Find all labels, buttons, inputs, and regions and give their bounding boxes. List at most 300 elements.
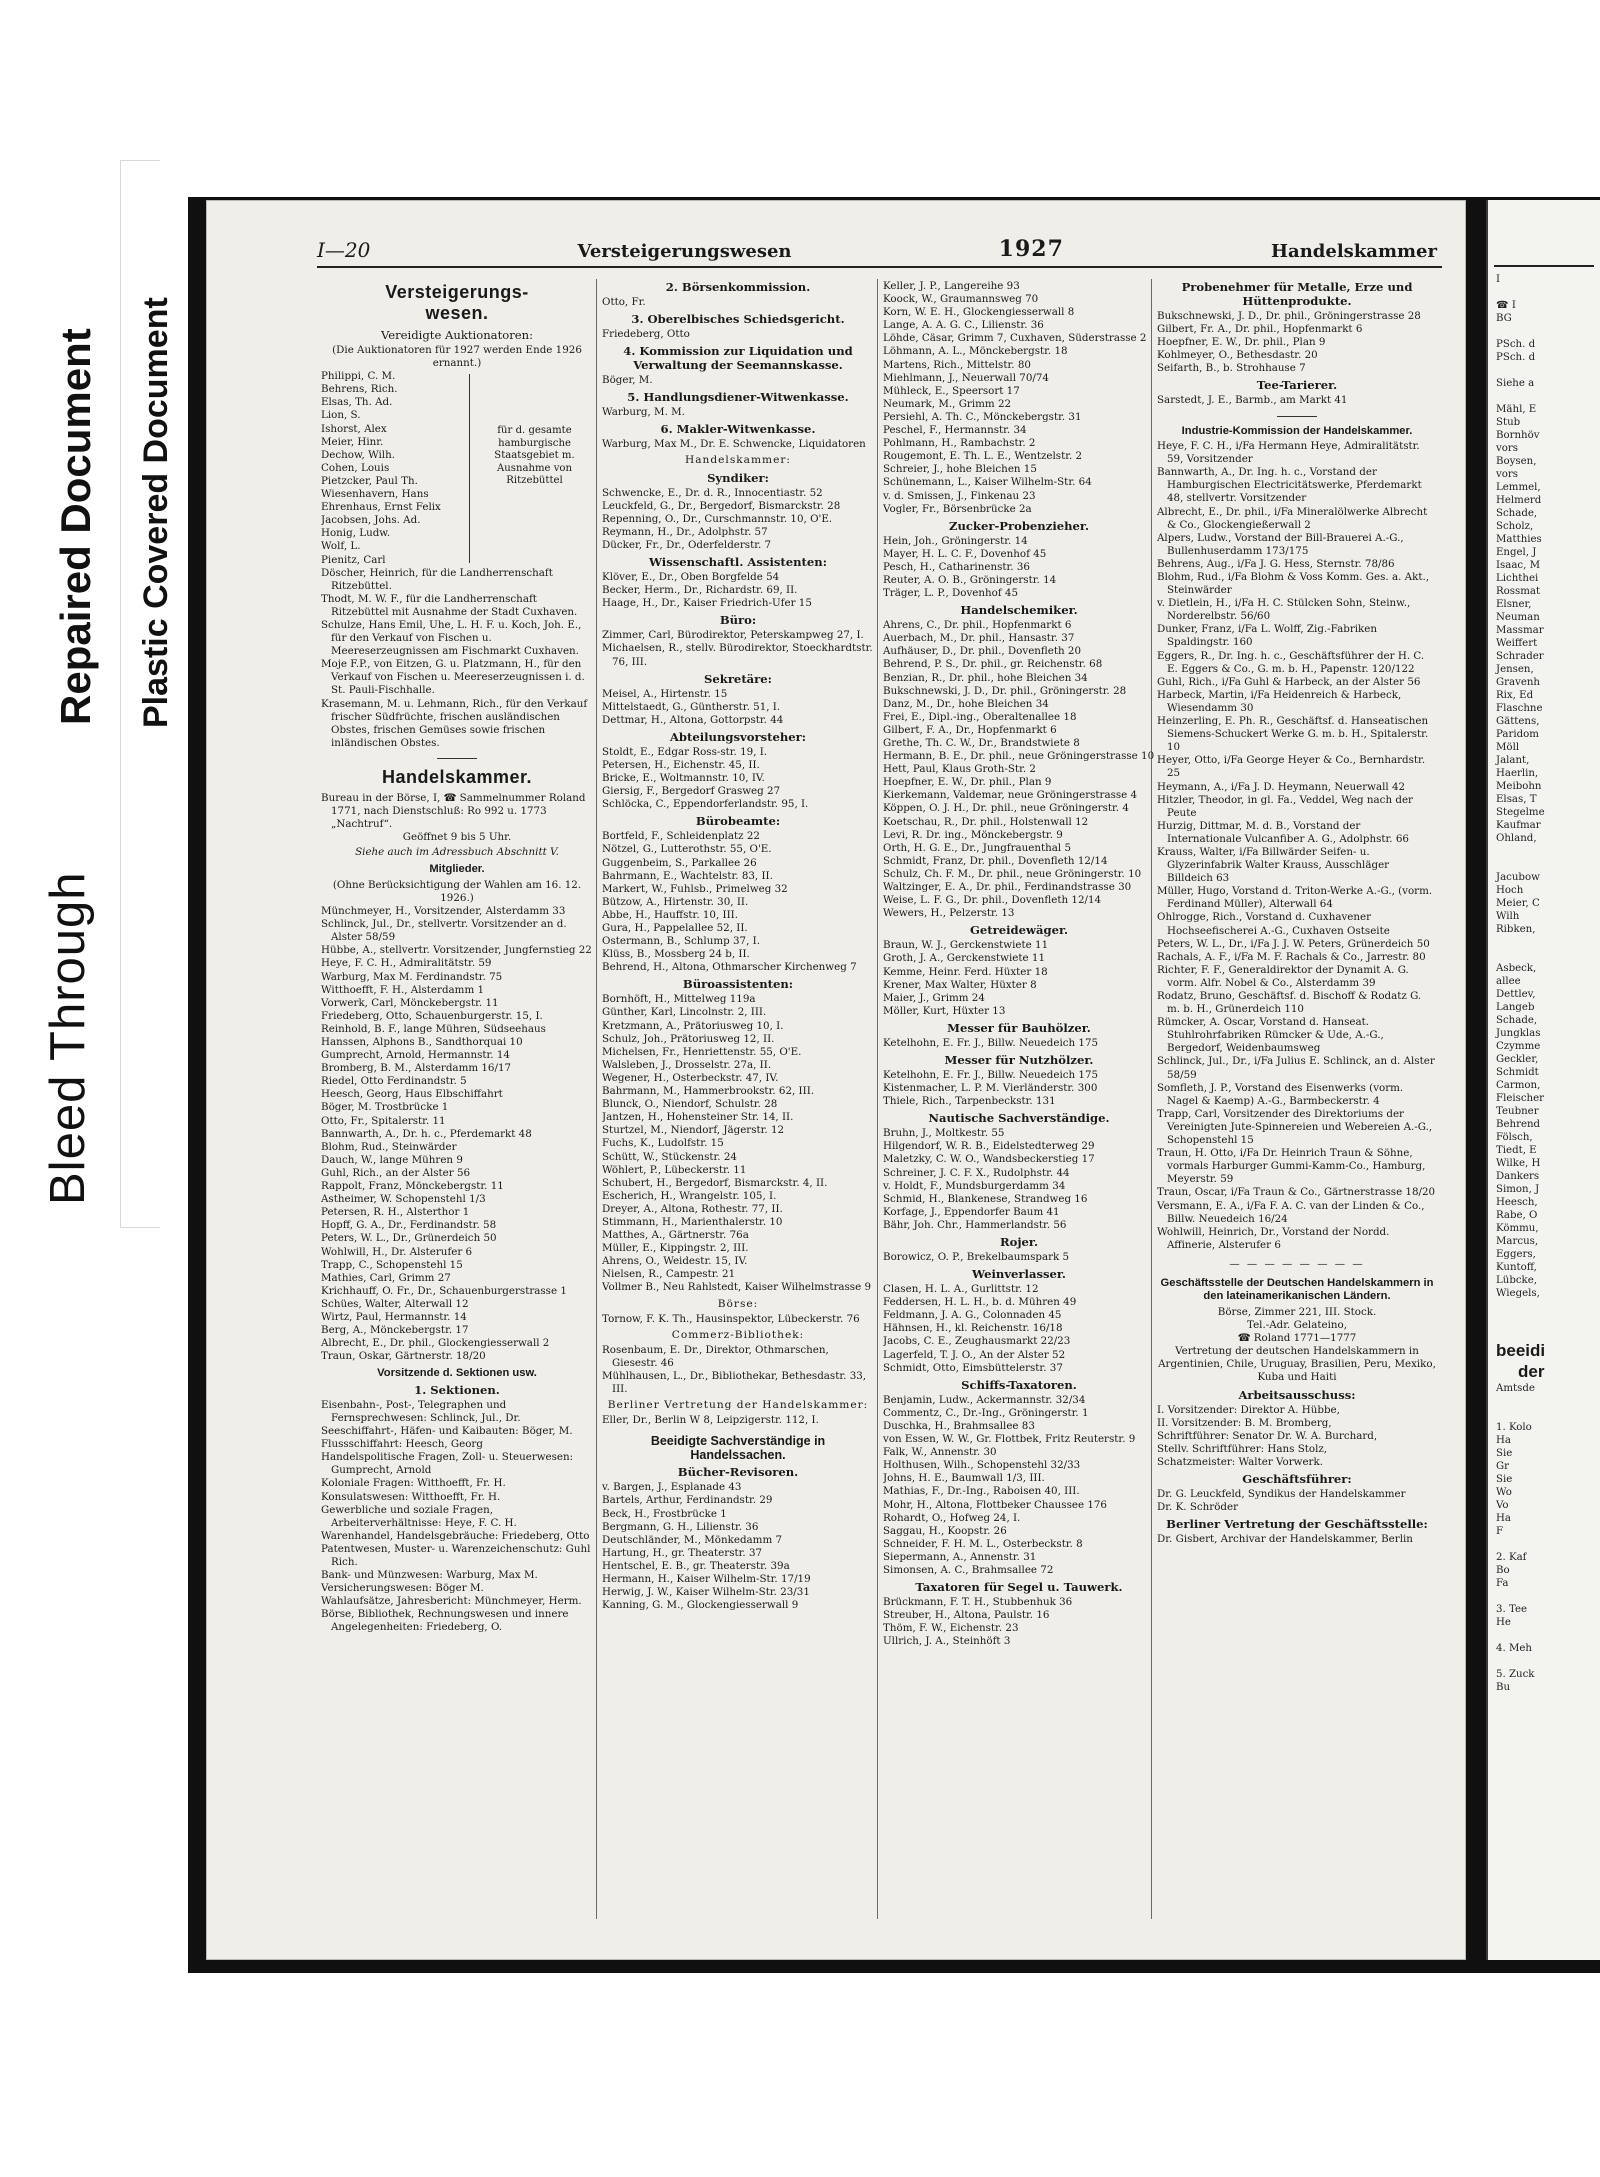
list-item: Koloniale Fragen: Witthoefft, Fr. H.	[321, 1477, 506, 1490]
list-item: Albrecht, E., Dr. phil., Glockengiesserwall 2	[321, 1337, 550, 1350]
adjacent-line: PSch. d	[1496, 339, 1536, 350]
adjacent-line: I	[1496, 274, 1501, 285]
list-item: Löhmann, A. L., Mönckebergstr. 18	[883, 345, 1068, 358]
adjacent-line: Gravenh	[1496, 677, 1540, 688]
syndiker-list	[602, 487, 874, 552]
list-item: Rougemont, E. Th. L. E., Wentzelstr. 2	[883, 450, 1083, 463]
adjacent-line: Elsner,	[1496, 599, 1532, 610]
list-item: Köppen, O. J. H., Dr. phil., neue Gröningerstr. 4	[883, 802, 1129, 815]
list-item: Repenning, O., Dr., Curschmannstr. 10, O'E.	[602, 512, 833, 525]
list-item: Thiele, Rich., Tarpenbeckstr. 131	[883, 1095, 1056, 1108]
list-item: Albrecht, E., Dr. phil., i/Fa Mineralölwerke Albrecht & Co., Glockengießerwall 2	[1157, 505, 1428, 531]
auktionator-name: Pietzcker, Paul Th.	[321, 474, 418, 487]
auktionator-name: Jacobsen, Johs. Ad.	[321, 514, 421, 527]
list-item: Hentschel, E. B., gr. Theaterstr. 39a	[602, 1559, 790, 1572]
list-item: Dr. K. Schröder	[1157, 1501, 1239, 1514]
list-item: Behrend, H., Altona, Othmarscher Kirchenweg 7	[602, 961, 857, 974]
list-item: Reinhold, B. F., lange Mühren, Südseehaus	[321, 1022, 546, 1035]
sections-list	[321, 1399, 593, 1635]
list-item: Eisenbahn-, Post-, Telegraphen und Fernsprechwesen: Schlinck, Jul., Dr.	[321, 1398, 521, 1424]
heading-industrie-kommission: Industrie-Kommission der Handelskammer.	[1181, 424, 1413, 437]
buerobeamte-list	[602, 830, 874, 974]
adjacent-line: Amtsde	[1496, 1383, 1535, 1394]
adjacent-page-fragment	[1486, 200, 1600, 1960]
list-item: Schlinck, Jul., Dr., i/Fa Julius E. Schlinck, an d. Alster 58/59	[1157, 1055, 1435, 1081]
adjacent-line: Jalant,	[1496, 755, 1530, 766]
adjacent-line: Wiegels,	[1496, 1288, 1540, 1299]
dash-divider: — — — — — — — —	[1229, 1257, 1365, 1270]
list-item: Sarstedt, J. E., Barmb., am Markt 41	[1157, 394, 1348, 407]
list-item: Ketelhohn, E. Fr. J., Billw. Neuedeich 175	[883, 1068, 1099, 1081]
list-item: Neumark, M., Grimm 22	[883, 397, 1012, 410]
list-item: Ahrens, O., Weidestr. 15, IV.	[602, 1255, 748, 1268]
list-item: Dunker, Franz, i/Fa L. Wolff, Zig.-Fabriken Spaldingstr. 160	[1157, 623, 1378, 649]
mitglieder-heading: Mitglieder.	[429, 863, 485, 876]
list-item: Mühleck, E., Speersort 17	[883, 384, 1020, 397]
auktionatoren-list	[321, 370, 593, 566]
adjacent-line: Dettlev,	[1496, 989, 1536, 1000]
list-item: Haage, H., Dr., Kaiser Friedrich-Ufer 15	[602, 597, 812, 610]
auktionator-name: Ishorst, Alex	[321, 422, 387, 435]
list-item: Koetschau, R., Dr. phil., Holstenwall 12	[883, 815, 1089, 828]
auktionator-name: Elsas, Th. Ad.	[321, 396, 393, 409]
list-item: Behrend, P. S., Dr. phil., gr. Reichenstr. 68	[883, 658, 1103, 671]
auktionatoren-names	[321, 370, 456, 566]
adjacent-line	[1488, 858, 1600, 871]
list-item: Bukschnewski, J. D., Dr. phil., Gröningerstr. 28	[883, 684, 1127, 697]
page-header	[317, 232, 1437, 262]
adjacent-line	[1488, 390, 1600, 403]
adjacent-line: Heesch,	[1496, 1197, 1538, 1208]
adjacent-line: Carmon,	[1496, 1080, 1541, 1091]
berliner-list	[602, 1414, 874, 1427]
list-item: Astheimer, W. Schopenstehl 1/3	[321, 1193, 486, 1206]
heading-berlin-vertretung: Berliner Vertretung der Geschäftsstelle:	[1166, 1517, 1428, 1532]
bleed-through-label: Bleed Through	[41, 871, 95, 1205]
list-item: von Essen, W. W., Gr. Flottbek, Fritz Reuterstr. 9	[883, 1433, 1136, 1446]
list-item: Lange, A. A. G. C., Lilienstr. 36	[883, 319, 1044, 332]
list-item: Bützow, A., Hirtenstr. 30, II.	[602, 895, 749, 908]
list-item: Ohlrogge, Rich., Vorstand d. Cuxhavener Hochseefischerei A.-G., Cuxhaven Ostseite	[1157, 911, 1390, 937]
list-item: Berg, A., Mönckebergstr. 17	[321, 1324, 469, 1337]
list-item: Wohlwill, H., Dr. Alsterufer 6	[321, 1245, 473, 1258]
list-item: Schriftführer: Senator Dr. W. A. Burchard,	[1157, 1429, 1378, 1442]
list-item: Börse, Bibliothek, Rechnungswesen und innere Angelegenheiten: Friedeberg, O.	[321, 1608, 569, 1634]
list-item: Koock, W., Graumannsweg 70	[883, 293, 1039, 306]
list-item: Benzian, R., Dr. phil., hohe Bleichen 34	[883, 671, 1088, 684]
list-item: Feddersen, H. L. H., b. d. Mühren 49	[883, 1296, 1077, 1309]
adjacent-line: Gr	[1496, 1461, 1510, 1472]
list-item: Matthes, A., Gärtnerstr. 76a	[602, 1229, 749, 1242]
adjacent-line: Tiedt, E	[1496, 1145, 1537, 1156]
list-item: Schmidt, Franz, Dr. phil., Dovenfleth 12/14	[883, 854, 1108, 867]
adjacent-line: Mähl, E	[1496, 404, 1537, 415]
list-item: Gewerbliche und soziale Fragen, Arbeiterverhältnisse: Heye, F. C. H.	[321, 1503, 517, 1529]
list-item: Stellv. Schriftführer: Hans Stolz,	[1157, 1442, 1328, 1455]
list-item: Münchmeyer, H., Vorsitzender, Alsterdamm 33	[321, 905, 566, 918]
list-item: Vorwerk, Carl, Mönckebergstr. 11	[321, 996, 499, 1009]
arbeitsausschuss-list	[1157, 1404, 1437, 1469]
divider	[1277, 416, 1317, 417]
adjacent-line	[1488, 1538, 1600, 1551]
header-year: 1927	[998, 236, 1064, 262]
auktionator-name: Meier, Hinr.	[321, 435, 384, 448]
list-item: Blohm, Rud., i/Fa Blohm & Voss Komm. Ges. a. Akt., Steinwärder	[1157, 571, 1429, 597]
list-item: Heye, F. C. H., i/Fa Hermann Heye, Admiralitätstr. 59, Vorsitzender	[1157, 440, 1420, 466]
list-item: Becker, Herm., Dr., Richardstr. 69, II.	[602, 584, 798, 597]
list-item: Bank- und Münzwesen: Warburg, Max M.	[321, 1569, 538, 1582]
heading-nautische: Nautische Sachverständige.	[928, 1111, 1110, 1126]
list-item: Hoepfner, E. W., Dr. phil., Plan 9	[1157, 336, 1326, 349]
adjacent-line: Isaac, M	[1496, 560, 1541, 571]
heading-beeidigte: Beeidigte Sachverständige in Handelssachen.	[650, 1434, 826, 1462]
heading-segel: Taxatoren für Segel u. Tauwerk.	[915, 1580, 1123, 1595]
list-item: Sturtzel, M., Niendorf, Jägerstr. 12	[602, 1124, 785, 1137]
list-item: Löhde, Cäsar, Grimm 7, Cuxhaven, Süderstrasse 2	[883, 332, 1147, 345]
list-item: Klöver, E., Dr., Oben Borgfelde 54	[602, 571, 780, 584]
adjacent-line: Schrader	[1496, 651, 1544, 662]
list-item: Mathies, Carl, Grimm 27	[321, 1271, 451, 1284]
adjacent-text-top	[1488, 273, 1600, 1300]
list-item: Simonsen, A. C., Brahmsallee 72	[883, 1563, 1054, 1576]
list-item: Giersig, F., Bergedorf Grasweg 27	[602, 785, 781, 798]
list-item: Korfage, J., Eppendorfer Baum 41	[883, 1205, 1060, 1218]
list-item: Döscher, Heinrich, für die Landherrenschaft Ritzebüttel.	[321, 566, 553, 592]
list-item: Schreier, J., hohe Bleichen 15	[883, 463, 1037, 476]
adjacent-line: Bornhöv	[1496, 430, 1540, 441]
adjacent-line	[1488, 1655, 1600, 1668]
divider	[437, 758, 477, 759]
adjacent-line	[1488, 845, 1600, 858]
adjacent-line	[1488, 1590, 1600, 1603]
list-item: Deutschländer, M., Mönkedamm 7	[602, 1533, 783, 1546]
heading-abteilungsvorsteher: Abteilungsvorsteher:	[669, 729, 807, 744]
section-title: Versteigerungs-	[385, 282, 529, 302]
adjacent-line: 4. Meh	[1496, 1643, 1532, 1654]
auktionator-name: Lion, S.	[321, 409, 361, 422]
list-item: Heesch, Georg, Haus Elbschiffahrt	[321, 1088, 503, 1101]
heading-zucker: Zucker-Probenzieher.	[948, 518, 1089, 533]
header-rule	[317, 266, 1442, 268]
list-item: Trapp, C., Schopenstehl 15	[321, 1258, 463, 1271]
adjacent-line: Neuman	[1496, 612, 1540, 623]
list-item: Bricke, E., Woltmannstr. 10, IV.	[602, 772, 765, 785]
adjacent-line: Weiffert	[1496, 638, 1538, 649]
list-item: Hermann, H., Kaiser Wilhelm-Str. 17/19	[602, 1573, 811, 1586]
list-item: Gumprecht, Arnold, Hermannstr. 14	[321, 1049, 510, 1062]
list-item: Krauss, Walter, i/Fa Billwärder Seifen- u. Glyzerinfabrik Walter Krauss, Ausschläger Billdeich 63	[1157, 845, 1390, 885]
boerse-list	[602, 1313, 874, 1326]
list-item: Vogler, Fr., Börsenbrücke 2a	[883, 502, 1032, 515]
list-item: Krener, Max Walter, Hüxter 8	[883, 978, 1037, 991]
zucker-list	[883, 535, 1155, 600]
adjacent-line: Fa	[1496, 1578, 1509, 1589]
list-item: Hübbe, A., stellvertr. Vorsitzender, Jungfernstieg 22	[321, 944, 592, 957]
list-item: Bähr, Joh. Chr., Hammerlandstr. 56	[883, 1218, 1067, 1231]
list-item: Rosenbaum, E. Dr., Direktor, Othmarschen, Giesestr. 46	[602, 1343, 829, 1369]
list-item: Holthusen, Wilh., Schopenstehl 32/33	[883, 1459, 1081, 1472]
list-item: Konsulatswesen: Witthoefft, Fr. H.	[321, 1490, 501, 1503]
heading-chemiker: Handelschemiker.	[960, 603, 1078, 618]
adjacent-line: Möll	[1496, 742, 1520, 753]
list-item: Harbeck, Martin, i/Fa Heidenreich & Harbeck, Wiesendamm 30	[1157, 688, 1402, 714]
list-item: Schreiner, J. C. F. X., Rudolphstr. 44	[883, 1166, 1070, 1179]
adjacent-line	[1488, 286, 1600, 299]
list-item: Peschel, F., Hermannstr. 34	[883, 424, 1027, 437]
list-item: Warburg, Max M. Ferdinandstr. 75	[321, 970, 503, 983]
adjacent-line	[1488, 325, 1600, 338]
list-item: Lagerfeld, T. J. O., An der Alster 52	[883, 1348, 1066, 1361]
adjacent-header-rule	[1494, 265, 1594, 267]
adjacent-line: Simon, J	[1496, 1184, 1540, 1195]
column-1	[321, 280, 593, 1920]
list-item: Mathias, F., Dr.-Ing., Raboisen 40, III.	[883, 1485, 1080, 1498]
heading-bibliothek: Commerz-Bibliothek:	[671, 1328, 805, 1341]
adjacent-text-bottom	[1488, 1382, 1600, 1694]
list-item: Bukschnewski, J. D., Dr. phil., Gröningerstrasse 28	[1157, 310, 1421, 322]
list-item: Traun, Oskar, Gärtnerstr. 18/20	[321, 1350, 486, 1363]
adjacent-line	[1488, 1629, 1600, 1642]
list-item: Träger, L. P., Dovenhof 45	[883, 587, 1019, 600]
adjacent-line: Ha	[1496, 1435, 1511, 1446]
adjacent-line	[1488, 1408, 1600, 1421]
list-item: Wirtz, Paul, Hermannstr. 14	[321, 1310, 467, 1323]
adjacent-line: Schmidt	[1496, 1067, 1539, 1078]
list-item: Kohlmeyer, O., Bethesdastr. 20	[1157, 349, 1318, 362]
list-item: Richter, F. F., Generaldirektor der Dynamit A. G. vorm. Alfr. Nobel & Co., Alsterdamm 39	[1157, 963, 1409, 989]
column-2	[602, 280, 874, 1920]
list-item: Rachals, A. F., i/Fa M. F. Rachals & Co., Jarrestr. 80	[1157, 950, 1426, 963]
list-item: Tel.-Adr. Gelateino,	[1247, 1319, 1347, 1332]
list-item: Patentwesen, Muster- u. Warenzeichenschutz: Guhl Rich.	[321, 1542, 591, 1568]
column-3	[883, 280, 1155, 1920]
list-item: Falk, W., Annenstr. 30	[883, 1446, 997, 1459]
list-item: Eller, Dr., Berlin W 8, Leipzigerstr. 112, I.	[602, 1414, 819, 1427]
heading-schiedsgericht: 3. Oberelbisches Schiedsgericht.	[631, 312, 845, 327]
list-item: Hähnsen, H., kl. Reichenstr. 16/18	[883, 1322, 1063, 1335]
handelskammer-title: Handelskammer.	[381, 766, 533, 787]
adjacent-line	[1488, 1395, 1600, 1408]
list-item: Flussschiffahrt: Heesch, Georg	[321, 1438, 483, 1451]
list-item: Eggers, R., Dr. Ing. h. c., Geschäftsführer der H. C. E. Eggers & Co., G. m. b. H., Papenstr. 120/122	[1157, 649, 1425, 675]
adjacent-line: Elsas, T	[1496, 794, 1537, 805]
heading-bauhoelzer: Messer für Bauhölzer.	[947, 1020, 1091, 1035]
adjacent-line: Flaschne	[1496, 703, 1543, 714]
text-seemannskasse: Böger, M.	[602, 374, 653, 387]
list-item: Maletzky, C. W. O., Wandsbeckerstieg 17	[883, 1153, 1095, 1166]
adjacent-line: Wilh	[1496, 911, 1520, 922]
heading-probenehmer: Probenehmer für Metalle, Erze und Hüttenprodukte.	[1181, 280, 1413, 308]
list-item: Rodatz, Bruno, Geschäftsf. d. Bischoff & Rodatz G. m. b. H., Grünerdeich 110	[1157, 990, 1422, 1016]
list-item: Michelsen, Fr., Henriettenstr. 55, O'E.	[602, 1045, 802, 1058]
list-item: Handelspolitische Fragen, Zoll- u. Steuerwesen: Gumprecht, Arnold	[321, 1451, 574, 1477]
list-item: Saggau, H., Koopstr. 26	[883, 1524, 1007, 1537]
auktionatoren-note: (Die Auktionatoren für 1927 werden Ende 1926 ernannt.)	[332, 344, 582, 370]
list-item: Witthoefft, F. H., Alsterdamm 1	[321, 983, 485, 996]
adjacent-line: Rossmat	[1496, 586, 1541, 597]
auktionator-name: Honig, Ludw.	[321, 527, 391, 540]
adjacent-line: Eggers,	[1496, 1249, 1536, 1260]
tee-list	[1157, 394, 1437, 407]
page-number: I—20	[317, 238, 371, 262]
list-item: Wegener, H., Osterbeckstr. 47, IV.	[602, 1071, 779, 1084]
list-item: Markert, W., Fuhlsb., Primelweg 32	[602, 882, 788, 895]
heading-bueroassistenten: Büroassistenten:	[682, 977, 794, 992]
list-item: Dr. G. Leuckfeld, Syndikus der Handelskammer	[1157, 1488, 1406, 1500]
heading-wiss-assistenten: Wissenschaftl. Assistenten:	[648, 555, 827, 570]
list-item: Bortfeld, F., Schleidenplatz 22	[602, 830, 760, 843]
list-item: Kanning, G. M., Glockengiesserwall 9	[602, 1599, 799, 1612]
adjacent-line: Meier, C	[1496, 898, 1540, 909]
list-item: Maier, J., Grimm 24	[883, 991, 985, 1004]
list-item: Schubert, H., Bergedorf, Bismarckstr. 4, II.	[602, 1176, 828, 1189]
list-item: Kemme, Heinr. Ferd. Hüxter 18	[883, 965, 1048, 978]
list-item: Frei, E., Dipl.-ing., Oberaltenallee 18	[883, 710, 1077, 723]
buero-list	[602, 629, 874, 668]
list-item: Hoepfner, E. W., Dr. phil., Plan 9	[883, 776, 1052, 789]
list-item: Hartung, H., gr. Theaterstr. 37	[602, 1546, 763, 1559]
bibliothek-list	[602, 1344, 874, 1396]
adjacent-line: Hoch	[1496, 885, 1524, 896]
adjacent-line: F	[1496, 1526, 1504, 1537]
list-item: Miehlmann, J., Neuerwall 70/74	[883, 371, 1049, 384]
list-item: Brückmann, F. T. H., Stubbenhuk 36	[883, 1596, 1073, 1609]
list-item: Schwencke, E., Dr. d. R., Innocentiastr. 52	[602, 486, 823, 499]
archive-labels	[0, 0, 188, 1230]
nutzhoelzer-list	[883, 1069, 1155, 1108]
list-item: Bergmann, G. H., Lilienstr. 36	[602, 1520, 759, 1533]
list-item: Schneider, F. H. M. L., Osterbeckstr. 8	[883, 1537, 1083, 1550]
list-item: Nötzel, G., Lutterothstr. 55, O'E.	[602, 843, 772, 856]
list-item: Walsleben, J., Drosselstr. 27a, II.	[602, 1058, 772, 1071]
auktionator-name: Dechow, Wilh.	[321, 448, 395, 461]
list-item: II. Vorsitzender: B. M. Bromberg,	[1157, 1416, 1332, 1429]
list-item: Martens, Rich., Mittelstr. 80	[883, 358, 1031, 371]
list-item: Müller, E., Kippingstr. 2, III.	[602, 1242, 749, 1255]
heading-getreide: Getreidewäger.	[969, 923, 1069, 938]
adjacent-line: allee	[1496, 976, 1521, 987]
list-item: Rümcker, A. Oscar, Vorstand d. Hanseat. Stuhlrohrfabriken Rümcker & Ude, A.-G., Bergedorf, Weidenbaumsweg	[1157, 1016, 1384, 1055]
list-item: Traun, Oscar, i/Fa Traun & Co., Gärtnerstrasse 18/20	[1157, 1186, 1436, 1199]
list-item: Vollmer B., Neu Rahlstedt, Kaiser Wilhelmstrasse 9	[602, 1281, 872, 1294]
list-item: Gilbert, Fr. A., Dr. phil., Hopfenmarkt 6	[1157, 323, 1363, 336]
list-item: Schulze, Hans Emil, Uhe, L. H. F. u. Koch, Joh. E., für den Verkauf von Fischen u. Meereserzeugnissen am Fischmarkt Cuxhaven.	[321, 618, 582, 658]
wiss-list	[602, 571, 874, 610]
list-item: Jantzen, H., Hohensteiner Str. 14, II.	[602, 1111, 794, 1124]
list-item: Commentz, C., Dr.-Ing., Gröningerstr. 1	[883, 1406, 1089, 1419]
list-item: Ostermann, B., Schlump 37, I.	[602, 935, 760, 948]
column-rule	[877, 279, 878, 1919]
list-item: Mayer, H. L. C. F., Dovenhof 45	[883, 547, 1047, 560]
list-item: Herwig, J. W., Kaiser Wilhelm-Str. 23/31	[602, 1586, 810, 1599]
list-item: Pohlmann, H., Rambachstr. 2	[883, 437, 1036, 450]
list-item: Dreyer, A., Altona, Rothestr. 77, II.	[602, 1202, 783, 1215]
list-item: Mohr, H., Altona, Flottbeker Chaussee 176	[883, 1498, 1107, 1511]
header-chamber: Handelskammer	[1271, 241, 1437, 262]
document-page	[206, 200, 1466, 1960]
revisoren-list	[602, 1481, 874, 1612]
list-item: Streuber, H., Altona, Paulstr. 16	[883, 1609, 1050, 1622]
list-item: Grethe, Th. C. W., Dr., Brandstwiete 8	[883, 737, 1080, 749]
adjacent-line: BG	[1496, 313, 1512, 324]
adjacent-line	[1488, 936, 1600, 949]
list-item: Riedel, Otto Ferdinandstr. 5	[321, 1075, 467, 1088]
list-item: v. Bargen, J., Esplanade 43	[602, 1481, 742, 1494]
list-item: Zimmer, Carl, Bürodirektor, Peterskampweg 27, I.	[602, 629, 864, 642]
list-item: Bornhöft, H., Mittelweg 119a	[602, 993, 756, 1006]
auktionator-name: Philippi, C. M.	[321, 370, 396, 383]
adjacent-line: Wilke, H	[1496, 1158, 1541, 1169]
list-item: Hitzler, Theodor, in gl. Fa., Veddel, Weg nach der Peute	[1157, 793, 1413, 819]
list-item: Ahrens, C., Dr. phil., Hopfenmarkt 6	[883, 619, 1072, 632]
list-item: Gura, H., Pappelallee 52, II.	[602, 922, 748, 934]
list-item: Waltzinger, E. A., Dr. phil., Ferdinandstrasse 30	[883, 881, 1132, 894]
list-item: Ketelhohn, E. Fr. J., Billw. Neuedeich 175	[883, 1036, 1099, 1049]
list-item: Weise, L. F. G., Dr. phil., Dovenfleth 12/14	[883, 894, 1102, 907]
adjacent-line: Czymme	[1496, 1041, 1541, 1052]
list-item: Kistenmacher, L. P. M. Vierländerstr. 300	[883, 1082, 1098, 1095]
list-item: Fuchs, K., Ludolfstr. 15	[602, 1137, 724, 1150]
list-item: Schmid, H., Blankenese, Strandweg 16	[883, 1192, 1088, 1205]
geschaeftsfuehrer-list	[1157, 1488, 1437, 1514]
list-item: Petersen, R. H., Alsterthor 1	[321, 1206, 470, 1219]
heading-sekretaere: Sekretäre:	[704, 671, 772, 686]
adjacent-line: vors	[1496, 443, 1518, 454]
list-item: Bannwarth, A., Dr. h. c., Pferdemarkt 48	[321, 1127, 532, 1140]
adjacent-line: Ohland,	[1496, 833, 1537, 844]
auktionatoren-heading: Vereidigte Auktionatoren:	[380, 328, 534, 342]
heading-berliner-vertretung: Berliner Vertretung der Handelskammer:	[607, 1399, 869, 1412]
list-item: Johns, H. E., Baumwall 1/3, III.	[883, 1472, 1045, 1485]
adjacent-line: Marcus,	[1496, 1236, 1539, 1247]
list-item: Seeschiffahrt-, Häfen- und Kaibauten: Böger, M.	[321, 1425, 573, 1438]
list-item: Guhl, Rich., an der Alster 56	[321, 1166, 471, 1179]
section-title-cont: wesen.	[425, 303, 489, 323]
list-item: Hurzig, Dittmar, M. d. B., Vorstand der Internationale Vulcanfiber A. G., Adolphstr. 66	[1157, 819, 1409, 845]
list-item: Schulz, Joh., Prätoriusweg 12, II.	[602, 1032, 775, 1045]
adjacent-line: Meibohn	[1496, 781, 1542, 792]
list-item: Leuckfeld, G., Dr., Bergedorf, Bismarckstr. 28	[602, 499, 841, 512]
adjacent-line: Schade,	[1496, 1015, 1538, 1026]
list-item: Behrens, Aug., i/Fa J. G. Hess, Sternstr. 78/86	[1157, 557, 1395, 570]
list-item: Hein, Joh., Gröningerstr. 14	[883, 534, 1028, 547]
heading-tee: Tee-Tarierer.	[1256, 378, 1338, 393]
list-item: Petersen, H., Eichenstr. 45, II.	[602, 758, 760, 771]
plastic-covered-label: Plastic Covered Document	[137, 297, 175, 728]
adjacent-line: Stegelme	[1496, 807, 1545, 818]
heading-rojer: Rojer.	[999, 1235, 1039, 1249]
list-item: Blunck, O., Niendorf, Schulstr. 28	[602, 1098, 778, 1111]
column-rule	[596, 279, 597, 1919]
brace-note: für d. gesamte hamburgische Staatsgebiet m. Ausnahme von Ritzebüttel	[494, 425, 575, 487]
list-item: Kierkemann, Valdemar, neue Gröningerstrasse 4	[883, 789, 1138, 802]
adjacent-line: Massmar	[1496, 625, 1544, 636]
getreide-list	[883, 939, 1155, 1018]
list-item: Dücker, Fr., Dr., Oderfelderstr. 7	[602, 538, 772, 551]
adjacent-line: Vo	[1496, 1500, 1509, 1511]
adjacent-line: Sie	[1496, 1474, 1513, 1485]
list-item: Bahrmann, E., Wachtelstr. 83, II.	[602, 869, 773, 882]
list-item: Groth, J. A., Gerckenstwiete 11	[883, 952, 1045, 965]
list-item: Feldmann, J. A. G., Colonnaden 45	[883, 1309, 1062, 1322]
heading-witwenkasse: 5. Handlungsdiener-Witwenkasse.	[627, 390, 849, 405]
rojer-list	[883, 1251, 1155, 1264]
list-item: Thöm, F. W., Eichenstr. 23	[883, 1622, 1019, 1635]
list-item: Günther, Karl, Lincolnstr. 2, III.	[602, 1006, 767, 1019]
list-item: v. Dietlein, H., i/Fa H. C. Stülcken Sohn, Steinw., Norderelbstr. 56/60	[1157, 597, 1411, 623]
adjacent-line: Lemmel,	[1496, 482, 1541, 493]
adjacent-line: Haerlin,	[1496, 768, 1539, 779]
